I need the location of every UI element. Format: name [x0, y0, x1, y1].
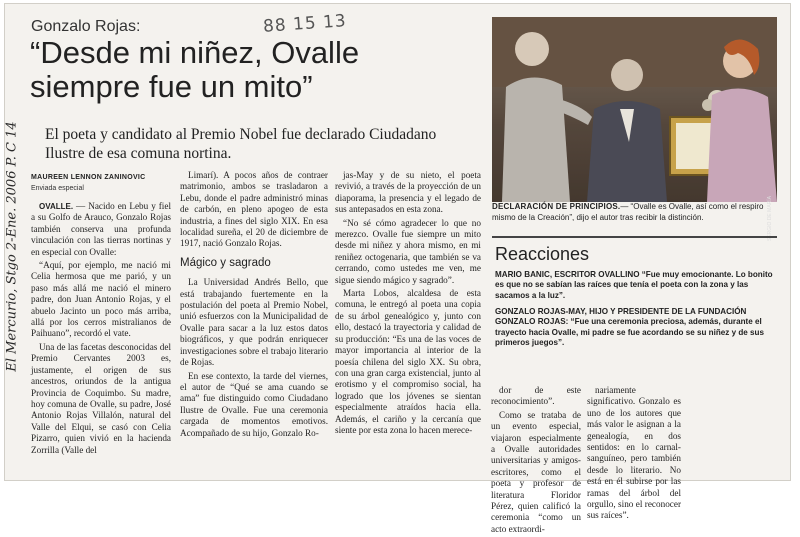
margin-handwritten-note: El Mercurio, Stgo 2-Ene. 2006 P. C 14	[4, 120, 20, 372]
reaction-speaker: MARIO BANIC, ESCRITOR OVALLINO	[495, 270, 640, 279]
paragraph: nariamente significativo. Gonzalo es uno de los autores que más valor le asignan a la genealogía, en dos sentidos: en lo carnal-sanguíneo, pero también desde lo literario. No está en él subirse por las ramas del árbol del orgullo, sino el reconocer sus raíces”.	[587, 385, 681, 521]
paragraph: dor de este reconocimiento”.	[491, 385, 581, 407]
newspaper-clipping	[4, 3, 791, 534]
reaction-quote: “Fue muy emocionante. Lo bonito es que no se sabían las raíces que tenía el poeta con la zona y las sacamos a la luz”.	[495, 270, 773, 300]
paragraph-text: — Nacido en Lebu y fiel a su Golfo de Arauco, Gonzalo Rojas también conserva una profunda vinculación con las tierras nortinas y en especial con Ovalle:	[31, 201, 171, 257]
paragraph: Una de las facetas desconocidas del Premio Cervantes 2003 es, justamente, el origen de sus ancestros, oriundos de la antigua Provincia de Coquimbo. Su madre, hoy comuna de Ovalle, su padre, José Antonio Rojas Villalón, natural del Valle del Elqui, se casó con Celia Pizarro, quien vivió en la hacienda Zorrilla (Valle del	[31, 341, 171, 455]
headline-line-1: “Desde mi niñez, Ovalle	[30, 35, 360, 70]
paragraph: Como se trataba de un evento especial, viajaron especialmente a Ovalle autoridades universitarias y amigos-escritores, como el poeta y profesor de literatura Floridor Pérez, quien calificó la ceremonia “como un acto extraordi-	[491, 409, 581, 534]
paragraph: Limarí). A pocos años de contraer matrimonio, ambos se trasladaron a Lebu, donde el padre administró minas de carbón, en pleno apogeo de esta industria, a fines del siglo XIX. En esa localidad sureña, el 20 de diciembre de 1917, nació Gonzalo Rojas.	[180, 170, 328, 249]
article-kicker: Gonzalo Rojas:	[31, 18, 141, 35]
caption-text: — “Ovalle es Ovalle, así como el respiro mismo de la Creación”, dijo el autor tras recibir la distinción.	[492, 202, 764, 222]
byline-role: Enviada especial	[31, 185, 84, 192]
headline-line-2: siempre fue un mito”	[30, 69, 313, 104]
body-column-5	[587, 385, 681, 524]
body-column-1	[31, 201, 171, 458]
photo-illustration	[492, 17, 777, 202]
paragraph: En ese contexto, la tarde del viernes, el autor de “Qué se ama cuando se ama” fue distinguido como Ciudadano Ilustre de Ovalle. Fue una ceremonia cargada de momentos emotivos. Acompañado de su hijo, Gonzalo Ro-	[180, 370, 328, 438]
paragraph: jas-May y de su nieto, el poeta revivió, a través de la proyección de un diaporama, la presencia y el legado de sus antepasados en esta zona.	[335, 170, 481, 215]
byline-author: MAUREEN LENNON ZANINOVIC	[31, 174, 146, 181]
subheading: Mágico y sagrado	[180, 256, 271, 269]
body-column-2	[180, 170, 328, 441]
paragraph: “Aquí, por ejemplo, me nació mi Celia hermosa que me parió, y un paso más allá me nació el minero padre, don Juan Antonio Rojas, y el abuelo Jacinto un poco más arriba, allá por los cerros mistralianos de Paihuano”, recordó el vate.	[31, 260, 171, 339]
dateline: OVALLE.	[39, 202, 74, 211]
paragraph: Marta Lobos, alcaldesa de esta comuna, le entregó al poeta una copia de su árbol genealógico y, junto con ello, destacó la trayectoria y calidad de su producción: “Es una de las voces de mayor importancia al interior de la poesía chilena del siglo XX. Su obra, con una gran carga existencial, junto al erotismo y el compromiso social, ha logrado que los jóvenes se sientan especialmente atraídos hacia ella. Además, el cariño y la cercanía que siente por esta zona lo hacen merece-	[335, 288, 481, 435]
reaction-speaker: GONZALO ROJAS-MAY, HIJO Y PRESIDENTE DE LA FUNDACIÓN GONZALO ROJAS:	[495, 307, 747, 327]
photo-caption	[492, 202, 782, 223]
article-deck: El poeta y candidato al Premio Nobel fue declarado Ciudadano Ilustre de esa comuna nortina.	[45, 126, 437, 162]
handwritten-archive-number: 88 15 13	[262, 11, 348, 37]
reaction-quote: “Fue una ceremonia preciosa, además, durante el trayecto hacia Ovalle, mi padre se fue acordando se su niñez y de sus primeros juegos”.	[495, 317, 764, 348]
body-column-4	[491, 385, 581, 537]
reactions-divider	[492, 236, 777, 238]
paragraph: La Universidad Andrés Bello, que está trabajando fuertemente en la postulación del poeta al Premio Nobel, unió esfuerzos con la Municipalidad de Ovalle para sacar a la luz estos datos biográficos, y que podrán enriquecer investigaciones sobre el trabajo literario de Rojas.	[180, 277, 328, 368]
article-headline	[30, 36, 485, 104]
body-column-3	[335, 170, 481, 438]
paragraph	[31, 201, 171, 258]
photo-credit: SERGIO DE MARÍA	[767, 196, 773, 242]
caption-lead: DECLARACIÓN DE PRINCIPIOS.	[492, 202, 621, 211]
reactions-title: Reacciones	[495, 244, 590, 264]
reaction-item	[495, 307, 778, 349]
reaction-item	[495, 270, 778, 301]
paragraph: “No sé cómo agradecer lo que no merezco. Ovalle fue siempre un mito desde mi niñez y ahora mismo, en mi reniñez octogenaria, que también se va cerrando, como ustedes me ven, me sigue siendo mágico y sagrado”.	[335, 217, 481, 285]
